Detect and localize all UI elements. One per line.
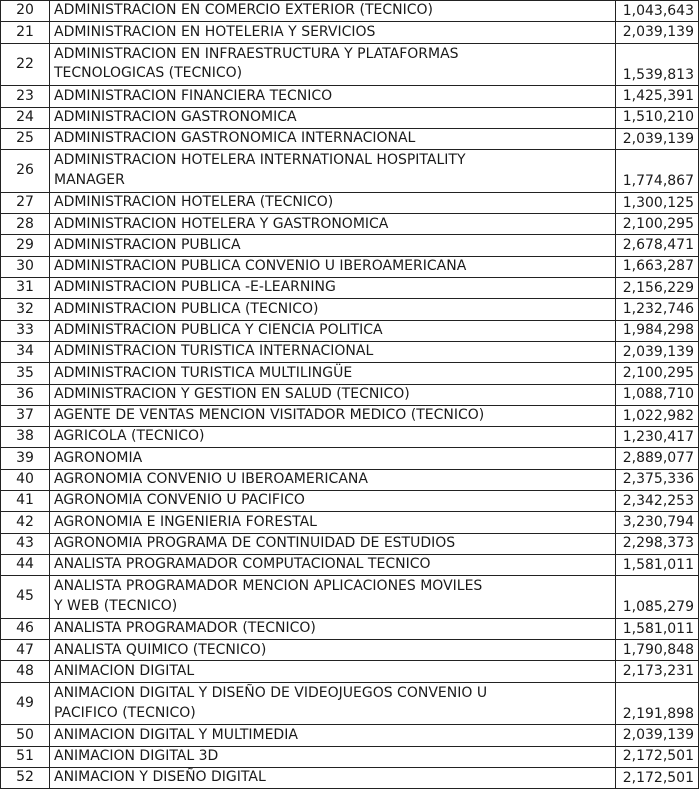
row-number: 43	[1, 533, 50, 554]
program-name	[50, 150, 616, 193]
table-row	[1, 768, 699, 789]
row-number: 23	[1, 86, 50, 107]
program-name	[50, 640, 616, 661]
program-value: 2,100,295	[616, 363, 699, 384]
table-row	[1, 682, 699, 725]
table-row	[1, 618, 699, 639]
program-value: 1,300,125	[616, 192, 699, 213]
program-name-line: ANIMACION DIGITAL Y MULTIMEDIA	[54, 726, 298, 743]
row-number: 38	[1, 427, 50, 448]
program-name	[50, 43, 616, 86]
program-name-line: TECNOLOGICAS (TECNICO)	[54, 65, 243, 82]
program-value: 2,039,139	[616, 22, 699, 43]
program-name-line: Y WEB (TECNICO)	[54, 598, 178, 615]
program-value: 2,156,229	[616, 278, 699, 299]
program-name	[50, 554, 616, 575]
program-name	[50, 235, 616, 256]
row-number: 27	[1, 192, 50, 213]
program-name-line: ANALISTA PROGRAMADOR COMPUTACIONAL TECNICO	[54, 556, 431, 573]
program-value: 1,510,210	[616, 107, 699, 128]
program-value: 1,425,391	[616, 86, 699, 107]
table-row	[1, 128, 699, 149]
row-number: 45	[1, 576, 50, 619]
program-value: 1,790,848	[616, 640, 699, 661]
program-name-line: ADMINISTRACION PUBLICA (TECNICO)	[54, 300, 319, 317]
row-number: 47	[1, 640, 50, 661]
row-number: 26	[1, 150, 50, 193]
program-name-line: ANALISTA PROGRAMADOR (TECNICO)	[54, 620, 316, 637]
program-value: 2,039,139	[616, 341, 699, 362]
row-number: 30	[1, 256, 50, 277]
program-name	[50, 725, 616, 746]
table-row	[1, 107, 699, 128]
program-name	[50, 405, 616, 426]
program-name-line: ADMINISTRACION HOTELERA Y GASTRONOMICA	[54, 215, 389, 232]
program-name	[50, 363, 616, 384]
program-value: 1,774,867	[616, 150, 699, 193]
program-name	[50, 128, 616, 149]
program-name-line: AGRONOMIA	[54, 449, 143, 466]
program-name	[50, 746, 616, 767]
program-name	[50, 427, 616, 448]
row-number: 24	[1, 107, 50, 128]
program-name	[50, 384, 616, 405]
row-number: 41	[1, 491, 50, 512]
program-name	[50, 214, 616, 235]
program-name	[50, 469, 616, 490]
program-name	[50, 86, 616, 107]
table-row	[1, 640, 699, 661]
row-number: 36	[1, 384, 50, 405]
program-name-line: ANIMACION DIGITAL Y DISEÑO DE VIDEOJUEGOS CONVENIO U	[54, 685, 488, 702]
table-row	[1, 491, 699, 512]
program-value: 2,678,471	[616, 235, 699, 256]
program-name-line: ADMINISTRACION EN HOTELERIA Y SERVICIOS	[54, 23, 376, 40]
program-name	[50, 1, 616, 22]
table-row	[1, 150, 699, 193]
program-name-line: ADMINISTRACION PUBLICA CONVENIO U IBEROAMERICANA	[54, 258, 467, 275]
row-number: 42	[1, 512, 50, 533]
program-name-line: AGRONOMIA PROGRAMA DE CONTINUIDAD DE ESTUDIOS	[54, 534, 456, 551]
program-value: 2,039,139	[616, 128, 699, 149]
program-name	[50, 107, 616, 128]
program-value: 2,039,139	[616, 725, 699, 746]
program-value: 2,889,077	[616, 448, 699, 469]
program-name-line: ADMINISTRACION Y GESTION EN SALUD (TECNICO)	[54, 385, 410, 402]
row-number: 51	[1, 746, 50, 767]
program-name-line: ADMINISTRACION EN COMERCIO EXTERIOR (TECNICO)	[54, 2, 433, 19]
program-name-line: AGRONOMIA CONVENIO U IBEROAMERICANA	[54, 471, 368, 488]
table-row	[1, 512, 699, 533]
program-value: 2,342,253	[616, 491, 699, 512]
program-name	[50, 533, 616, 554]
program-value: 2,191,898	[616, 682, 699, 725]
row-number: 22	[1, 43, 50, 86]
program-value: 1,663,287	[616, 256, 699, 277]
program-value: 3,230,794	[616, 512, 699, 533]
row-number: 31	[1, 278, 50, 299]
program-name-line: ADMINISTRACION PUBLICA Y CIENCIA POLITICA	[54, 321, 383, 338]
program-name-line: ADMINISTRACION GASTRONOMICA	[54, 108, 297, 125]
program-name	[50, 278, 616, 299]
row-number: 32	[1, 299, 50, 320]
program-value: 1,085,279	[616, 576, 699, 619]
program-name	[50, 320, 616, 341]
program-name-line: ANALISTA PROGRAMADOR MENCION APLICACIONES MOVILES	[54, 578, 483, 595]
program-name	[50, 661, 616, 682]
program-name-line: ADMINISTRACION TURISTICA MULTILINGÜE	[54, 364, 353, 381]
row-number: 33	[1, 320, 50, 341]
program-name-line: AGRONOMIA CONVENIO U PACIFICO	[54, 492, 305, 509]
table-row	[1, 278, 699, 299]
table-row	[1, 533, 699, 554]
program-name-line: ADMINISTRACION PUBLICA	[54, 236, 241, 253]
table-row	[1, 43, 699, 86]
program-name-line: ANIMACION DIGITAL	[54, 662, 195, 679]
program-name	[50, 341, 616, 362]
table-row	[1, 746, 699, 767]
table-row	[1, 214, 699, 235]
row-number: 49	[1, 682, 50, 725]
program-name-line: ADMINISTRACION FINANCIERA TECNICO	[54, 87, 333, 104]
row-number: 34	[1, 341, 50, 362]
program-value: 1,088,710	[616, 384, 699, 405]
program-name	[50, 299, 616, 320]
program-name	[50, 618, 616, 639]
row-number: 50	[1, 725, 50, 746]
program-value: 2,298,373	[616, 533, 699, 554]
row-number: 39	[1, 448, 50, 469]
program-name-line: ANIMACION Y DISEÑO DIGITAL	[54, 769, 266, 786]
table-row	[1, 192, 699, 213]
table-row	[1, 384, 699, 405]
table-body	[1, 1, 699, 789]
program-value: 2,172,501	[616, 746, 699, 767]
program-value: 2,100,295	[616, 214, 699, 235]
table-row	[1, 341, 699, 362]
program-name	[50, 512, 616, 533]
row-number: 37	[1, 405, 50, 426]
program-name	[50, 22, 616, 43]
program-name-line: ADMINISTRACION PUBLICA -E-LEARNING	[54, 279, 336, 296]
table-row	[1, 405, 699, 426]
program-value: 1,581,011	[616, 618, 699, 639]
program-name-line: MANAGER	[54, 172, 125, 189]
table-row	[1, 725, 699, 746]
program-name-line: ADMINISTRACION EN INFRAESTRUCTURA Y PLATAFORMAS	[54, 45, 459, 62]
program-name	[50, 491, 616, 512]
row-number: 21	[1, 22, 50, 43]
program-value: 1,581,011	[616, 554, 699, 575]
table-row	[1, 427, 699, 448]
program-value: 2,173,231	[616, 661, 699, 682]
row-number: 28	[1, 214, 50, 235]
table-row	[1, 554, 699, 575]
program-name	[50, 256, 616, 277]
program-value: 1,984,298	[616, 320, 699, 341]
program-value: 1,230,417	[616, 427, 699, 448]
row-number: 46	[1, 618, 50, 639]
table-row	[1, 86, 699, 107]
program-value: 1,232,746	[616, 299, 699, 320]
program-value: 2,375,336	[616, 469, 699, 490]
table-row	[1, 469, 699, 490]
program-name	[50, 768, 616, 789]
program-name-line: ADMINISTRACION HOTELERA INTERNATIONAL HOSPITALITY	[54, 152, 466, 169]
row-number: 52	[1, 768, 50, 789]
program-name	[50, 576, 616, 619]
table-row	[1, 576, 699, 619]
row-number: 48	[1, 661, 50, 682]
program-value: 1,043,643	[616, 1, 699, 22]
program-name-line: ADMINISTRACION HOTELERA (TECNICO)	[54, 194, 334, 211]
table-row	[1, 22, 699, 43]
table-row	[1, 256, 699, 277]
program-name-line: ADMINISTRACION GASTRONOMICA INTERNACIONAL	[54, 130, 416, 147]
row-number: 29	[1, 235, 50, 256]
program-name	[50, 448, 616, 469]
program-value: 1,539,813	[616, 43, 699, 86]
program-value: 2,172,501	[616, 768, 699, 789]
row-number: 25	[1, 128, 50, 149]
program-name-line: AGRONOMIA E INGENIERIA FORESTAL	[54, 513, 317, 530]
row-number: 40	[1, 469, 50, 490]
table-row	[1, 448, 699, 469]
table-row	[1, 1, 699, 22]
program-name-line: PACIFICO (TECNICO)	[54, 704, 196, 721]
table-row	[1, 661, 699, 682]
program-name-line: ADMINISTRACION TURISTICA INTERNACIONAL	[54, 343, 374, 360]
program-name-line: AGRICOLA (TECNICO)	[54, 428, 205, 445]
row-number: 44	[1, 554, 50, 575]
table-row	[1, 299, 699, 320]
program-name	[50, 192, 616, 213]
row-number: 20	[1, 1, 50, 22]
program-name-line: AGENTE DE VENTAS MENCION VISITADOR MEDICO (TECNICO)	[54, 407, 485, 424]
table-row	[1, 235, 699, 256]
program-value: 1,022,982	[616, 405, 699, 426]
program-name-line: ANIMACION DIGITAL 3D	[54, 748, 219, 765]
program-name	[50, 682, 616, 725]
program-name-line: ANALISTA QUIMICO (TECNICO)	[54, 641, 267, 658]
row-number: 35	[1, 363, 50, 384]
table-row	[1, 363, 699, 384]
table-row	[1, 320, 699, 341]
